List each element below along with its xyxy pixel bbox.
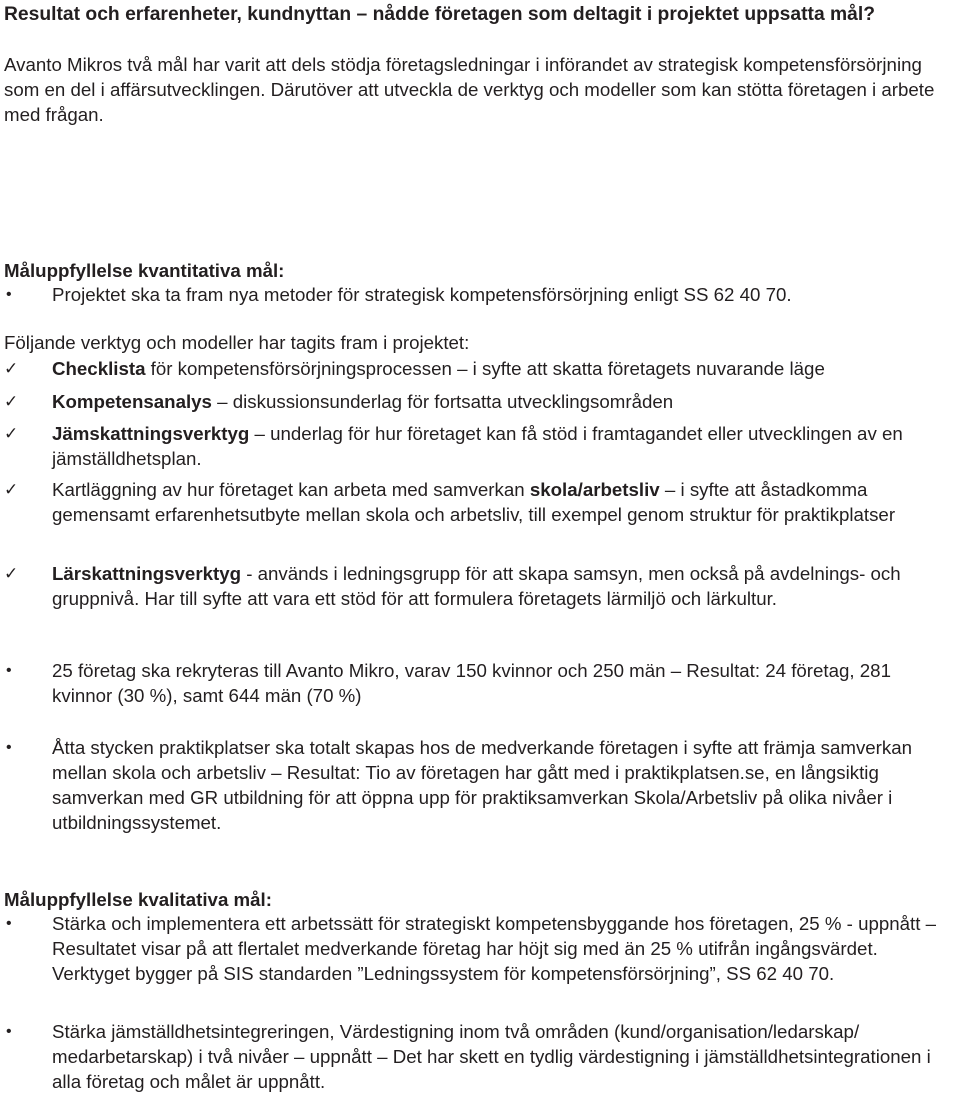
tools-intro: Följande verktyg och modeller har tagits fram i projektet: [4, 332, 470, 353]
checklist-desc: – diskussionsunderlag för fortsatta utvecklingsområden [211, 391, 674, 412]
checklist-item-text [52, 421, 956, 471]
qual-bullet-1 [4, 911, 956, 986]
quant-heading: Måluppfyllelse kvantitativa mål: [4, 260, 285, 281]
bullet-icon: • [6, 915, 12, 932]
checklist-item-text [52, 561, 956, 611]
bullet-icon: • [6, 286, 12, 303]
checkmark-icon: ✓ [4, 564, 19, 583]
qual-bullet-1-text: Stärka och implementera ett arbetssätt för strategiskt kompetensbyggande hos företagen, 25 % - uppnått – Resultatet visar på att flertalet medverkande företag har höjt sig med än 25 % utifrån ingångsvärdet. Verktyget bygger på SIS standarden ”Ledningssystem för kompetensförsörjning”, SS 62 40 70. [52, 913, 937, 984]
checklist-term: Jämskattningsverktyg [52, 423, 250, 444]
checklist-term: Lärskattningsverktyg [52, 563, 242, 584]
checklist-desc: - används i ledningsgrupp för att skapa samsyn, men också på avdelnings- och gruppnivå. Har till syfte att vara ett stöd för att formulera företagets lärmiljö och lärkultur. [52, 563, 901, 609]
checklist-term: Kompetensanalys [52, 391, 212, 412]
checkmark-icon: ✓ [4, 392, 19, 411]
quant-bullet-1 [4, 282, 956, 307]
quant-bullet-2 [4, 658, 956, 708]
checklist-item [4, 356, 956, 381]
question-heading: Resultat och erfarenheter, kundnyttan – nådde företagen som deltagit i projektet uppsatta mål? [4, 4, 876, 25]
checkmark-icon: ✓ [4, 480, 19, 499]
checklist-item-text [52, 356, 956, 381]
bullet-icon: • [6, 1023, 12, 1040]
checklist-desc: – underlag för hur företaget kan få stöd i framtagandet eller utvecklingen av en jämställdhetsplan. [52, 423, 903, 469]
qual-bullet-2-text: Stärka jämställdhetsintegreringen, Värdestigning inom två områden (kund/organisation/ledarskap/ medarbetarskap) i två nivåer – uppnått – Det har skett en tydlig värdestigning i jämställdhetsintegrationen i alla företag och målet är uppnått. [52, 1021, 931, 1092]
checklist-term: skola/arbetsliv [529, 479, 660, 500]
bullet-icon: • [6, 662, 12, 679]
qual-heading: Måluppfyllelse kvalitativa mål: [4, 889, 272, 910]
quant-bullet-2-text: 25 företag ska rekryteras till Avanto Mikro, varav 150 kvinnor och 250 män – Resultat: 24 företag, 281 kvinnor (30 %), samt 644 män (70 %) [52, 660, 891, 706]
checklist-item [4, 421, 956, 471]
checklist-desc: – i syfte att åstadkomma gemensamt erfarenhetsutbyte mellan skola och arbetsliv, till exempel genom struktur för praktikplatser [52, 479, 896, 525]
checkmark-icon: ✓ [4, 359, 19, 378]
checklist-term: Checklista [52, 358, 146, 379]
quant-bullet-1-text: Projektet ska ta fram nya metoder för strategisk kompetensförsörjning enligt SS 62 40 70. [52, 284, 792, 305]
checklist-item [4, 477, 956, 527]
checklist-item-text [52, 389, 956, 414]
quant-bullet-3-text: Åtta stycken praktikplatser ska totalt skapas hos de medverkande företagen i syfte att främja samverkan mellan skola och arbetsliv – Resultat: Tio av företagen har gått med i praktikplatsen.se, en långsiktig samverkan med GR utbildning för att öppna upp för praktiksamverkan Skola/Arbetsliv på olika nivåer i utbildningssystemet. [52, 737, 913, 833]
qual-bullet-2 [4, 1019, 956, 1094]
checklist-item [4, 561, 956, 611]
checkmark-icon: ✓ [4, 424, 19, 443]
intro-paragraph: Avanto Mikros två mål har varit att dels stödja företagsledningar i införandet av strategisk kompetensförsörjning som en del i affärsutvecklingen. Därutöver att utveckla de verktyg och modeller som kan stötta företagen i arbete med frågan. [4, 54, 935, 125]
checklist-item-text [52, 477, 956, 527]
quant-bullet-3 [4, 735, 956, 835]
checklist-desc: för kompetensförsörjningsprocessen – i syfte att skatta företagets nuvarande läge [145, 358, 825, 379]
bullet-icon: • [6, 739, 12, 756]
checklist-pre: Kartläggning av hur företaget kan arbeta med samverkan [52, 479, 530, 500]
checklist-item [4, 389, 956, 414]
